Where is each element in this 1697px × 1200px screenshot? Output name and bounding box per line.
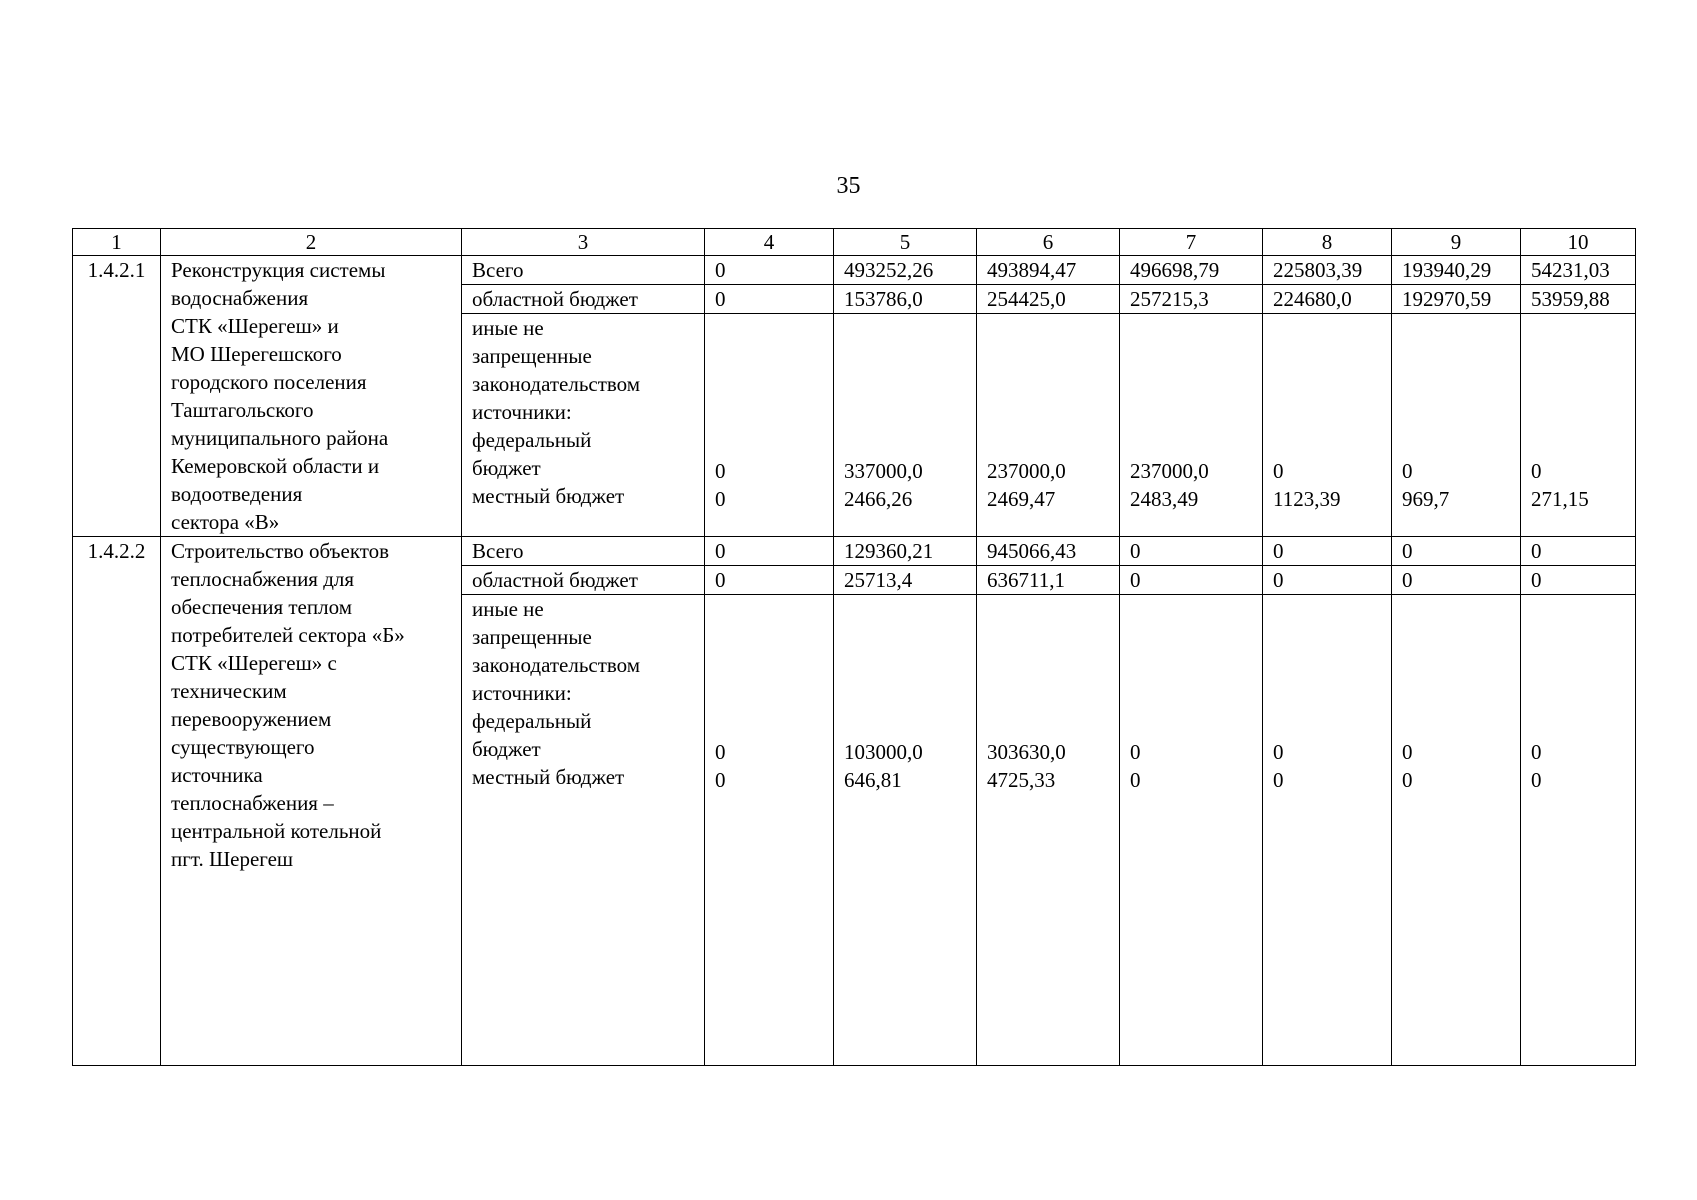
value-cell: 0 (1392, 537, 1521, 566)
value-cell: 0 (705, 566, 834, 595)
item-name-line: потребителей сектора «Б» (171, 623, 405, 647)
item-name-line: городского поселения (171, 370, 367, 394)
item-name-line: перевооружением (171, 707, 332, 731)
federal-value: 0 (1130, 740, 1141, 764)
item-number-cell: 1.4.2.2 (73, 537, 161, 1066)
item-name-line: водоснабжения (171, 286, 309, 310)
item-name-line: сектора «В» (171, 510, 280, 534)
local-value: 0 (715, 487, 726, 512)
value-cell: 0 (1521, 537, 1636, 566)
value-cell (1120, 314, 1263, 537)
value-cell: 129360,21 (834, 537, 977, 566)
column-header: 6 (977, 229, 1120, 256)
value-cell: 496698,79 (1120, 256, 1263, 285)
source-label-line: федеральный (472, 428, 592, 453)
value-cell (705, 595, 834, 1066)
column-header: 3 (462, 229, 705, 256)
value-cell (1521, 314, 1636, 537)
column-header: 2 (161, 229, 462, 256)
value-cell: 0 (1521, 566, 1636, 595)
item-name-cell (161, 256, 462, 537)
federal-value: 0 (1402, 740, 1413, 764)
value-cell (1521, 595, 1636, 1066)
value-cell: 493252,26 (834, 256, 977, 285)
source-label-line: местный бюджет (472, 484, 625, 509)
local-value: 0 (1531, 768, 1542, 792)
item-name-line: центральной котельной (171, 819, 382, 843)
cell-spacer (1130, 595, 1252, 738)
source-label-line: источники: (472, 681, 572, 705)
item-name-line: теплоснабжения для (171, 567, 355, 591)
local-value: 2469,47 (987, 487, 1056, 512)
value-cell: 54231,03 (1521, 256, 1636, 285)
source-label-line: запрещенные (472, 625, 592, 649)
local-value: 0 (715, 768, 726, 792)
source-label-line: иные не (472, 597, 544, 621)
source-label-line: бюджет (472, 456, 541, 481)
column-header: 10 (1521, 229, 1636, 256)
federal-value: 0 (1531, 459, 1542, 484)
local-value: 2466,26 (844, 487, 913, 512)
local-value: 1123,39 (1273, 487, 1341, 512)
value-cell (834, 595, 977, 1066)
local-value: 271,15 (1531, 487, 1589, 512)
federal-value: 303630,0 (987, 740, 1066, 764)
value-cell: 0 (1263, 566, 1392, 595)
value-cell: 224680,0 (1263, 285, 1392, 314)
local-value: 4725,33 (987, 768, 1056, 792)
federal-value: 0 (715, 459, 726, 484)
value-cell: 257215,3 (1120, 285, 1263, 314)
source-label-cell: областной бюджет (462, 285, 705, 314)
value-cell: 0 (705, 256, 834, 285)
column-header: 4 (705, 229, 834, 256)
item-name-line: МО Шерегешского (171, 342, 342, 366)
cell-spacer (844, 595, 966, 738)
item-name-line: СТК «Шерегеш» и (171, 314, 339, 338)
source-label-line: законодательством (472, 372, 641, 397)
cell-spacer (987, 314, 1109, 457)
value-cell: 945066,43 (977, 537, 1120, 566)
source-label-line: бюджет (472, 737, 541, 761)
cell-spacer (1531, 314, 1625, 457)
cell-spacer (1402, 595, 1510, 738)
federal-value: 0 (1402, 459, 1413, 484)
federal-value: 0 (1273, 459, 1284, 484)
source-label-line: законодательством (472, 653, 641, 677)
cell-spacer (1402, 314, 1510, 457)
source-label-line: источники: (472, 400, 572, 425)
item-name-cell (161, 537, 462, 1066)
page-number: 35 (836, 173, 861, 199)
cell-spacer (715, 595, 823, 738)
value-cell: 193940,29 (1392, 256, 1521, 285)
item-name-line: существующего (171, 735, 315, 759)
value-cell: 493894,47 (977, 256, 1120, 285)
item-name-line: Строительство объектов (171, 539, 390, 563)
value-cell: 0 (1120, 537, 1263, 566)
source-label-cell: Всего (462, 256, 705, 285)
column-header: 8 (1263, 229, 1392, 256)
value-cell (1120, 595, 1263, 1066)
column-header: 9 (1392, 229, 1521, 256)
value-cell (1263, 595, 1392, 1066)
value-cell: 0 (705, 285, 834, 314)
item-name-line: Кемеровской области и (171, 454, 380, 478)
table-row-total (73, 256, 1636, 285)
cell-spacer (1273, 595, 1381, 738)
local-value: 646,81 (844, 768, 902, 792)
value-cell (1392, 314, 1521, 537)
value-cell (1263, 314, 1392, 537)
value-cell: 0 (705, 537, 834, 566)
source-label-line: запрещенные (472, 344, 592, 369)
cell-spacer (987, 595, 1109, 738)
federal-value: 337000,0 (844, 459, 923, 484)
value-cell: 53959,88 (1521, 285, 1636, 314)
financing-table (72, 228, 1636, 1066)
local-value: 0 (1273, 768, 1284, 792)
value-cell: 254425,0 (977, 285, 1120, 314)
local-value: 0 (1402, 768, 1413, 792)
source-label-line: местный бюджет (472, 765, 625, 789)
value-cell (705, 314, 834, 537)
value-cell: 0 (1120, 566, 1263, 595)
value-cell (977, 314, 1120, 537)
value-cell (977, 595, 1120, 1066)
cell-spacer (844, 314, 966, 457)
item-name-line: источника (171, 763, 263, 787)
federal-value: 237000,0 (1130, 459, 1209, 484)
cell-spacer (1273, 314, 1381, 457)
item-name-line: техническим (171, 679, 287, 703)
item-name-line: теплоснабжения – (171, 791, 334, 815)
local-value: 0 (1130, 768, 1141, 792)
column-header: 5 (834, 229, 977, 256)
value-cell: 0 (1263, 537, 1392, 566)
item-name-line: СТК «Шерегеш» с (171, 651, 337, 675)
source-label-cell: областной бюджет (462, 566, 705, 595)
item-name-line: пгт. Шерегеш (171, 847, 294, 871)
federal-value: 0 (715, 740, 726, 764)
column-header: 1 (73, 229, 161, 256)
federal-value: 237000,0 (987, 459, 1066, 484)
item-name-line: водоотведения (171, 482, 303, 506)
item-name-line: Реконструкция системы (171, 258, 386, 282)
local-value: 2483,49 (1130, 487, 1199, 512)
source-label-cell (462, 595, 705, 1066)
value-cell (1392, 595, 1521, 1066)
value-cell: 153786,0 (834, 285, 977, 314)
item-name-line: муниципального района (171, 426, 389, 450)
value-cell: 225803,39 (1263, 256, 1392, 285)
table-row-total (73, 537, 1636, 566)
cell-spacer (1531, 595, 1625, 738)
federal-value: 0 (1531, 740, 1542, 764)
source-label-cell: Всего (462, 537, 705, 566)
value-cell: 636711,1 (977, 566, 1120, 595)
source-label-line: иные не (472, 316, 544, 341)
value-cell: 25713,4 (834, 566, 977, 595)
column-header: 7 (1120, 229, 1263, 256)
cell-spacer (1130, 314, 1252, 457)
local-value: 969,7 (1402, 487, 1450, 512)
cell-spacer (715, 314, 823, 457)
item-name-line: Таштагольского (171, 398, 314, 422)
source-label-line: федеральный (472, 709, 592, 733)
federal-value: 103000,0 (844, 740, 923, 764)
item-name-line: обеспечения теплом (171, 595, 352, 619)
source-label-cell (462, 314, 705, 537)
federal-value: 0 (1273, 740, 1284, 764)
item-number-cell: 1.4.2.1 (73, 256, 161, 537)
value-cell: 0 (1392, 566, 1521, 595)
value-cell: 192970,59 (1392, 285, 1521, 314)
value-cell (834, 314, 977, 537)
header-row (73, 229, 1636, 256)
